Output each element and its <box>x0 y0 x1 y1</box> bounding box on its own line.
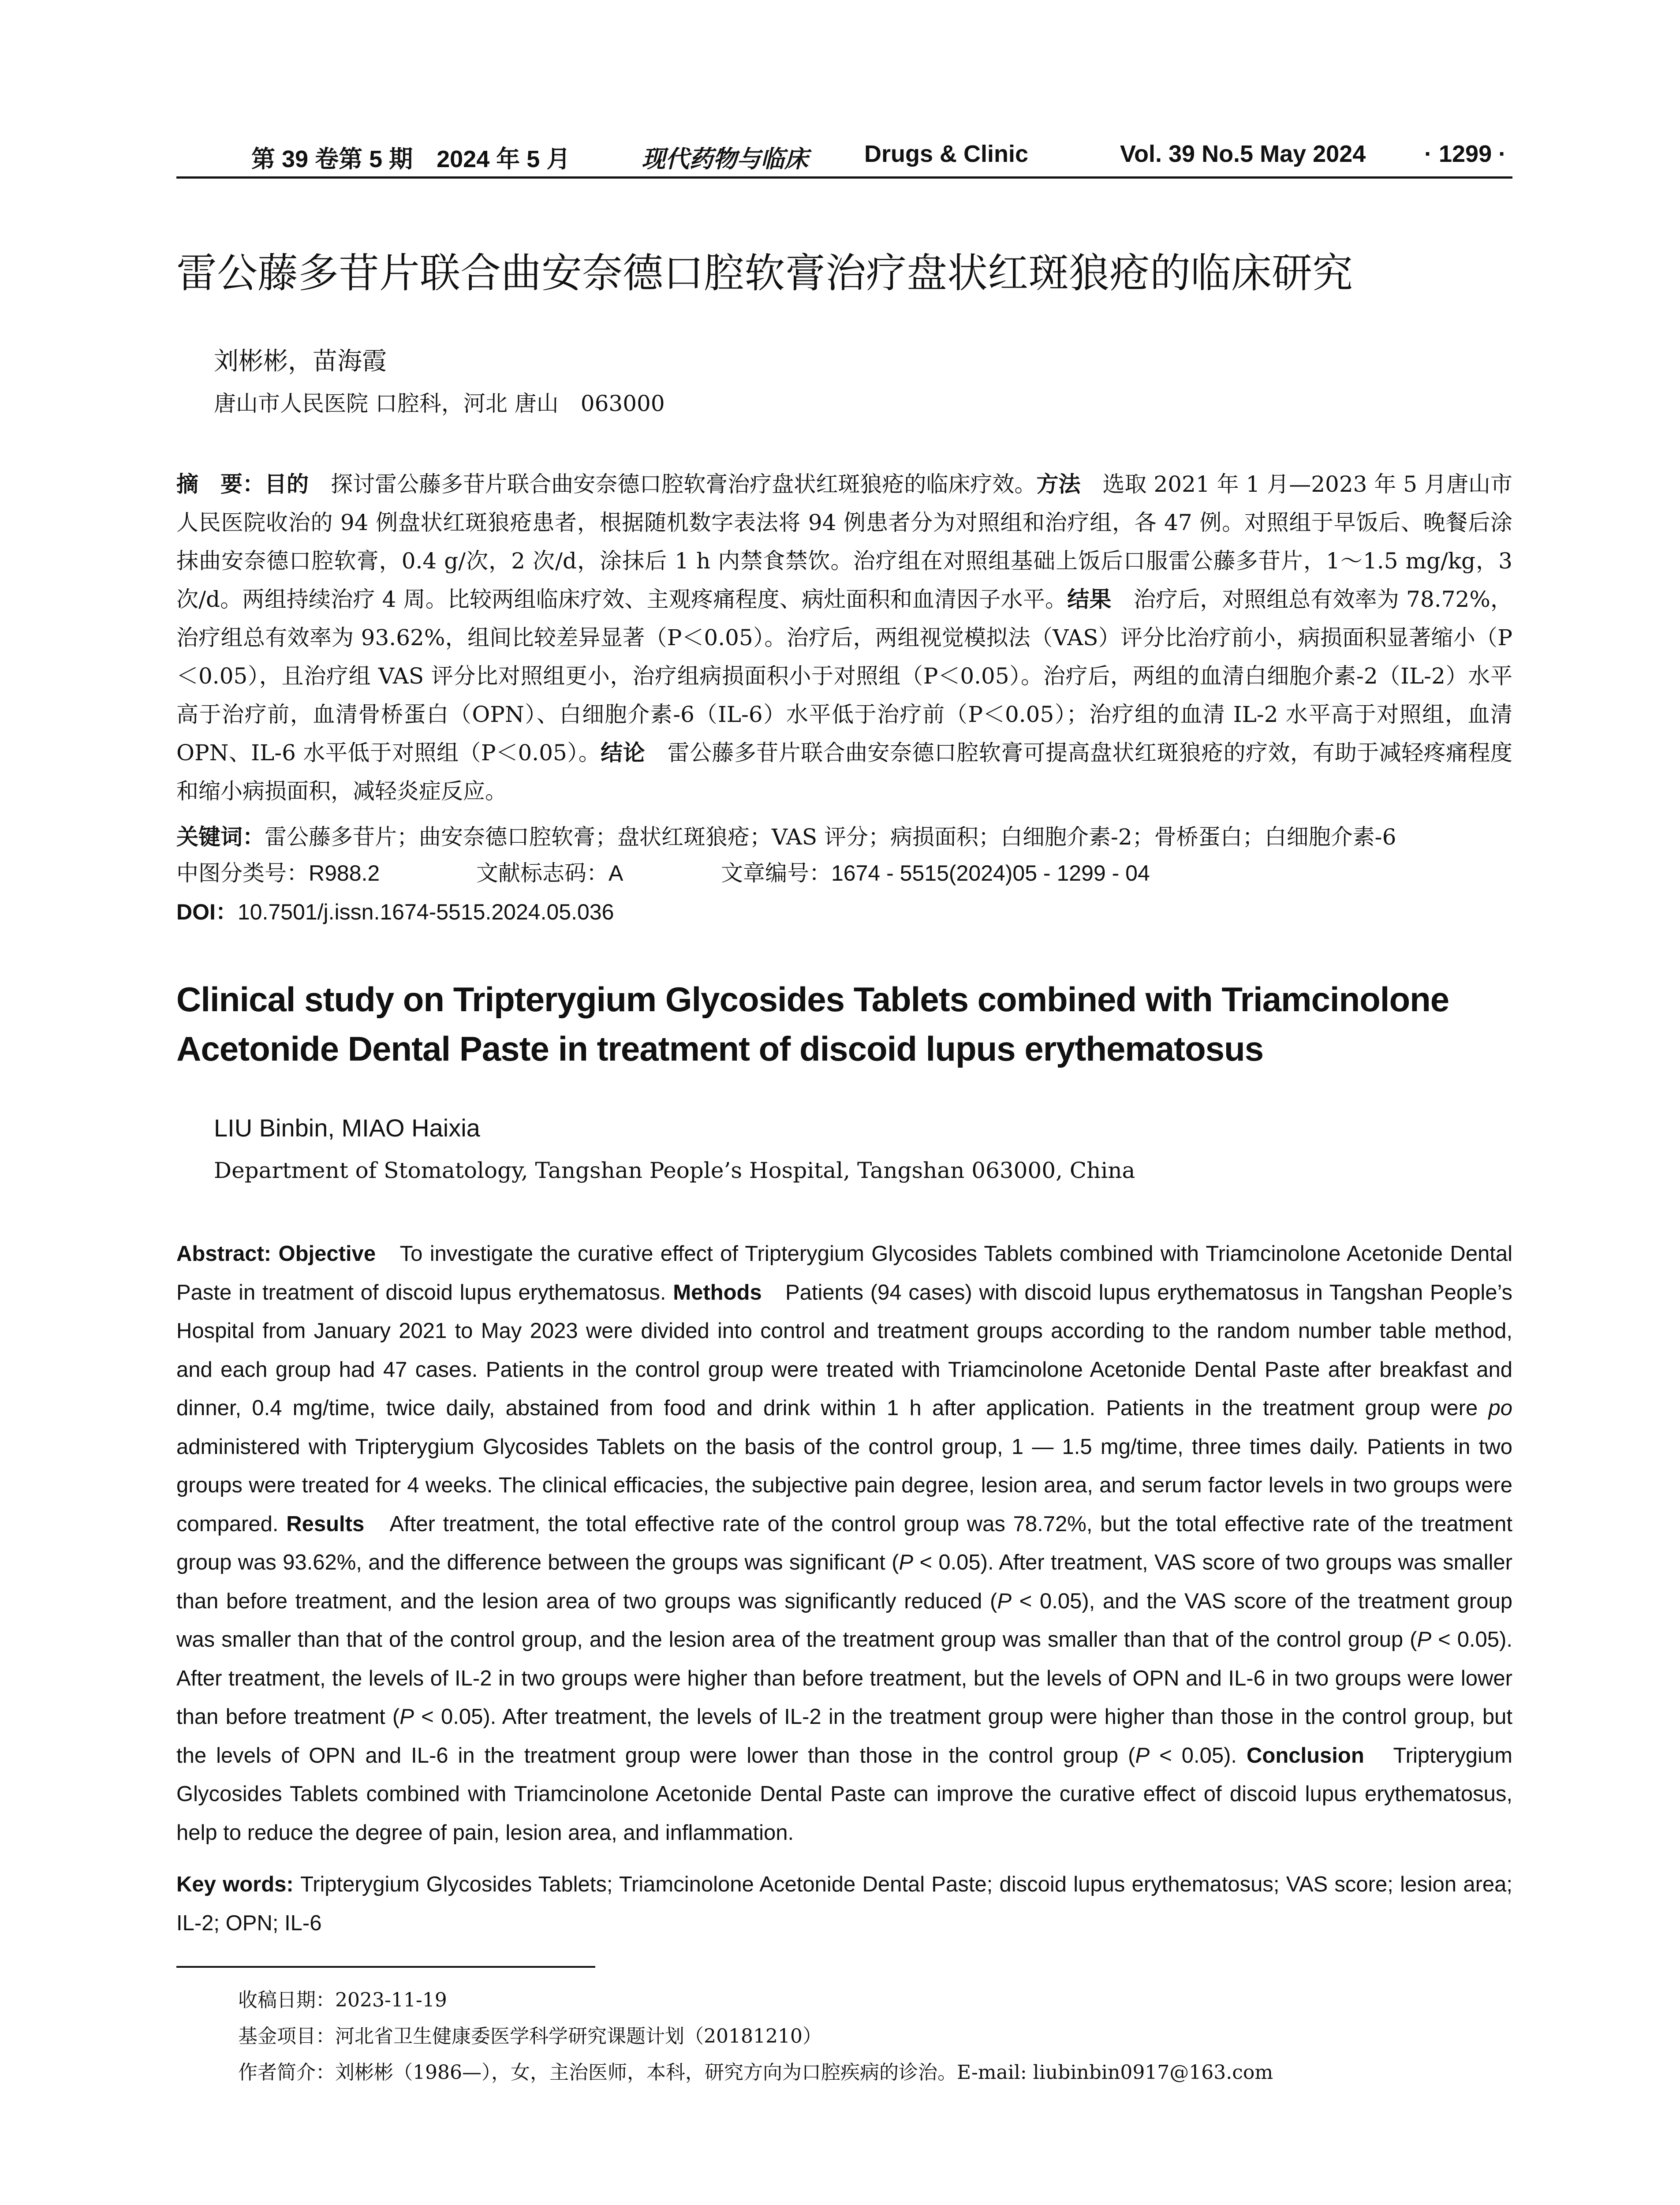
header-journal-cn: 现代药物与临床 <box>642 145 808 173</box>
title-en <box>176 975 1526 1073</box>
p-value-symbol: P <box>899 1551 914 1574</box>
header-volume: Vol. 39 No.5 May 2024 <box>1120 141 1366 167</box>
title-en-line2: Acetonide Dental Paste in treatment of discoid lupus erythematosus <box>176 1029 1264 1068</box>
footnote-received: 收稿日期：2023-11-19 <box>238 1989 447 2011</box>
abstract-en-results-4: < 0.05). After treatment, the levels of IL-2 in two groups were higher than before treatment, but the levels of OPN and IL-6 in two groups were lower than before treatment ( <box>176 1628 1512 1729</box>
abstract-en-results-1: After treatment, the total effective rate of the control group was 78.72%, but the total effective rate of the treatment group was 93.62%, and the difference between the groups was significant ( <box>176 1512 1513 1574</box>
footnote-funding: 基金项目：河北省卫生健康委医学科学研究课题计划（20181210） <box>238 2025 822 2048</box>
abstract-en-results-3: < 0.05), and the VAS score of the treatment group was smaller than that of the control group, and the lesion area of the treatment group was smaller than that of the control group ( <box>176 1589 1512 1652</box>
p-value-symbol: P <box>399 1705 414 1729</box>
abstract-en-methods-1: Patients (94 cases) with discoid lupus erythematosus in Tangshan People’s Hospital from January 2021 to May 2023 were divided into control and treatment groups according to the random number table method, and each group had 47 cases. Patients in the control group were treated with Triamcinolone Acetonide Dental Paste after breakfast and dinner, 0.4 mg/time, twice daily, abstained from food and drink within 1 h after application. Patients in the treatment group were <box>176 1280 1513 1420</box>
title-cn: 雷公藤多苷片联合曲安奈德口腔软膏治疗盘状红斑狼疮的临床研究 <box>176 251 1353 296</box>
abstract-en-objective: To investigate the curative effect of Tripterygium Glycosides Tablets combined with Triamcinolone Acetonide Dental Paste in treatment of discoid lupus erythematosus. <box>176 1242 1512 1304</box>
footnote-author-bio: 作者简介：刘彬彬（1986—），女，主治医师，本科，研究方向为口腔疾病的诊治。E-mail: liubinbin0917@163.com <box>238 2061 1273 2084</box>
abstract-cn-methods: 选取 2021 年 1 月—2023 年 5 月唐山市人民医院收治的 94 例盘状红斑狼疮患者，根据随机数字表法将 94 例患者分为对照组和治疗组，各 47 例。对照组于早饭后、晚餐后涂抹曲安奈德口腔软膏，0.4 g/次，2 次/d，涂抹后 1 h 内禁食禁饮。治疗组在对照组基础上饭后口服雷公藤多苷片，1～1.5 mg/kg，3 次/d。两组持续治疗 4 周。比较两组临床疗效、主观疼痛程度、病灶面积和血清因子水平。 <box>176 471 1513 612</box>
authors-cn: 刘彬彬，苗海霞 <box>214 347 387 376</box>
keywords-en <box>176 1865 1512 1943</box>
abstract-en-conclusion-label: Conclusion <box>1247 1743 1364 1768</box>
doi-label: DOI： <box>176 900 238 924</box>
keywords-en-text: Tripterygium Glycosides Tablets; Triamcinolone Acetonide Dental Paste; discoid lupus erythematosus; VAS score; lesion area; IL-2; OPN; IL-6 <box>176 1872 1513 1935</box>
abstract-cn-results-label: 结果 <box>1067 587 1112 612</box>
abstract-en-results-label: Results <box>286 1512 365 1536</box>
document-code: 文献标志码：A <box>476 861 623 886</box>
abstract-cn-conclusion: 雷公藤多苷片联合曲安奈德口腔软膏可提高盘状红斑狼疮的疗效，有助于减轻疼痛程度和缩小病损面积，减轻炎症反应。 <box>176 740 1513 804</box>
keywords-cn-label: 关键词： <box>176 825 265 849</box>
abstract-en-label: Abstract: <box>176 1242 279 1266</box>
abstract-en <box>176 1235 1512 1852</box>
abstract-cn-conclusion-label: 结论 <box>601 740 646 765</box>
abstract-cn-methods-label: 方法 <box>1036 472 1081 497</box>
abstract-en-methods-label: Methods <box>673 1280 762 1304</box>
footnotes <box>238 1982 1273 2091</box>
abstract-cn <box>176 465 1512 811</box>
abstract-en-conclusion: Tripterygium Glycosides Tablets combined with Triamcinolone Acetonide Dental Paste can improve the curative effect of discoid lupus erythematosus, help to reduce the degree of pain, lesion area, and inflammation. <box>176 1743 1512 1845</box>
title-en-line1: Clinical study on Tripterygium Glycosides Tablets combined with Triamcinolone <box>176 980 1449 1019</box>
abstract-cn-objective-label: 目的 <box>265 472 309 497</box>
running-header <box>176 140 1512 176</box>
header-rule <box>176 176 1512 179</box>
abstract-en-results-6: < 0.05). <box>1150 1743 1247 1768</box>
abstract-en-methods-2: administered with Tripterygium Glycosides Tablets on the basis of the control group, 1 — 1.5 mg/time, three times daily. Patients in two groups were treated for 4 weeks. The clinical efficacies, the subjective pain degree, lesion area, and serum factor levels in two groups were compared. <box>176 1435 1512 1536</box>
keywords-cn-text: 雷公藤多苷片；曲安奈德口腔软膏；盘状红斑狼疮；VAS 评分；病损面积；白细胞介素-2；骨桥蛋白；白细胞介素-6 <box>265 824 1396 850</box>
header-page-number: · 1299 · <box>1424 141 1507 167</box>
header-journal-en: Drugs & Clinic <box>864 141 1029 167</box>
authors-en: LIU Binbin, MIAO Haixia <box>214 1114 480 1142</box>
p-value-symbol: P <box>1135 1743 1150 1768</box>
doi-link[interactable]: 10.7501/j.issn.1674-5515.2024.05.036 <box>237 900 614 924</box>
abstract-cn-results: 治疗后，对照组总有效率为 78.72%，治疗组总有效率为 93.62%，组间比较差异显著（P＜0.05）。治疗后，两组视觉模拟法（VAS）评分比治疗前小，病损面积显著缩小（P＜0.05），且治疗组 VAS 评分比对照组更小，治疗组病损面积小于对照组（P＜0.05）。治疗后，两组的血清白细胞介素-2（IL-2）水平高于治疗前，血清骨桥蛋白（OPN）、白细胞介素-6（IL-6）水平低于治疗前（P＜0.05）；治疗组的血清 IL-2 水平高于对照组，血清 OPN、IL-6 水平低于对照组（P＜0.05）。 <box>176 587 1513 766</box>
header-issue: 第 39 卷第 5 期 2024 年 5 月 <box>251 146 571 172</box>
abstract-en-results-2: < 0.05). After treatment, VAS score of two groups was smaller than before treatment, and the lesion area of two groups was significantly reduced ( <box>176 1551 1512 1613</box>
article-number: 文章编号：1674 - 5515(2024)05 - 1299 - 04 <box>721 861 1150 886</box>
footnote-rule <box>176 1966 595 1968</box>
affiliation-en: Department of Stomatology, Tangshan People’s Hospital, Tangshan 063000, China <box>214 1158 1135 1183</box>
clc-number: 中图分类号：R988.2 <box>176 861 380 886</box>
p-value-symbol: P <box>1417 1628 1432 1652</box>
abstract-en-results-5: < 0.05). After treatment, the levels of IL-2 in the treatment group were higher than those in the control group, but the levels of OPN and IL-6 in the treatment group were lower than those in the control group ( <box>176 1705 1512 1768</box>
abstract-cn-label: 摘 要： <box>176 472 265 497</box>
abstract-en-po: po <box>1488 1396 1512 1420</box>
abstract-cn-objective: 探讨雷公藤多苷片联合曲安奈德口腔软膏治疗盘状红斑狼疮的临床疗效。 <box>309 471 1037 497</box>
classification-line <box>176 856 1512 894</box>
keywords-en-label: Key words: <box>176 1872 300 1896</box>
doi-line <box>176 894 614 926</box>
abstract-en-objective-label: Objective <box>278 1242 376 1266</box>
p-value-symbol: P <box>997 1589 1012 1613</box>
keywords-cn <box>176 818 1512 856</box>
affiliation-cn: 唐山市人民医院 口腔科，河北 唐山 063000 <box>214 391 665 416</box>
